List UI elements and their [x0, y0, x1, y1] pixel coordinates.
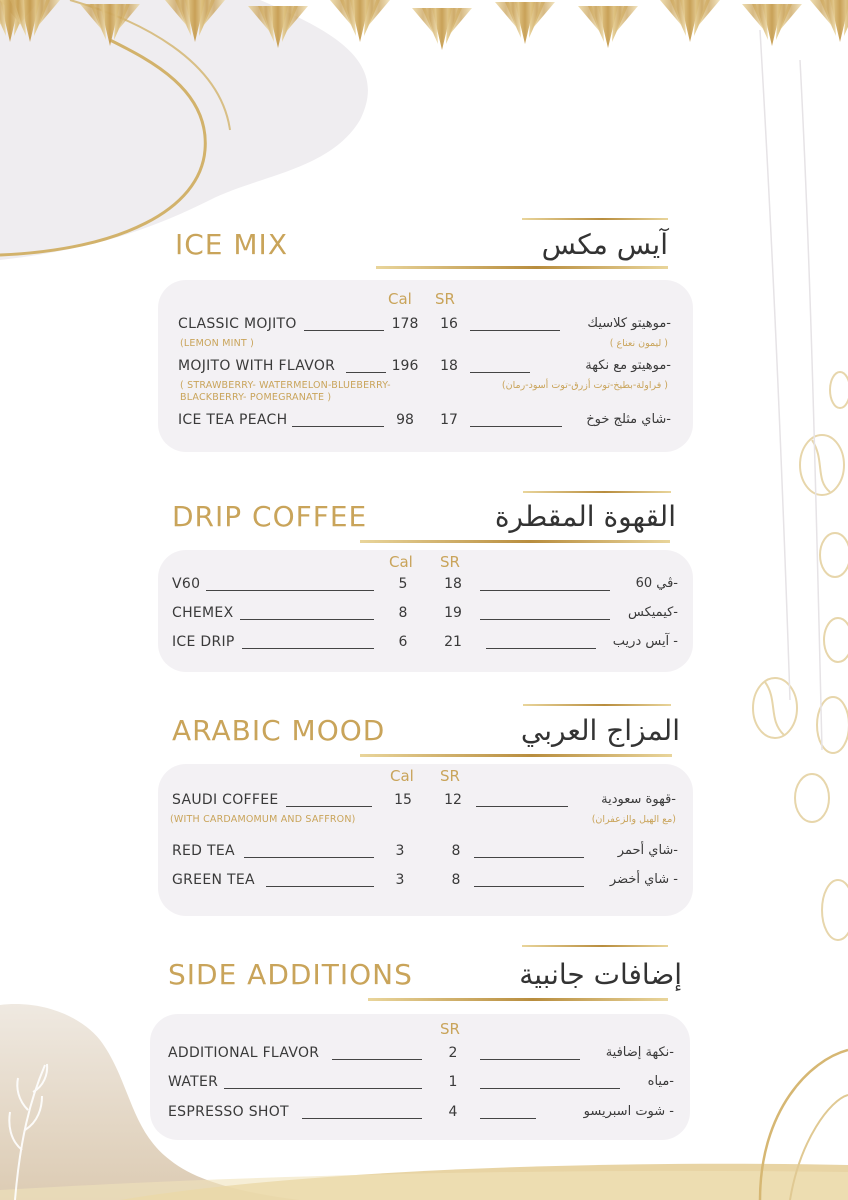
leader-line [480, 590, 610, 591]
item-name-en: ICE DRIP [172, 634, 235, 650]
item-price: 8 [451, 843, 461, 859]
item-name-ar: -كيميكس [628, 605, 678, 620]
item-name-en: CLASSIC MOJITO [178, 316, 297, 332]
leader-line [240, 619, 374, 620]
item-name-en: GREEN TEA [172, 872, 255, 888]
section-title-ar: القهوة المقطرة [494, 500, 676, 533]
menu-item [0, 1104, 848, 1126]
item-name-en: ADDITIONAL FLAVOR [168, 1045, 320, 1061]
title-underline-top [523, 704, 671, 706]
leader-line [304, 330, 384, 331]
leader-line [474, 857, 584, 858]
leader-line [480, 1088, 620, 1089]
item-name-en: RED TEA [172, 843, 235, 859]
item-note-en: BLACKBERRY- POMEGRANATE ) [180, 392, 332, 403]
leader-line [486, 648, 596, 649]
menu-item [0, 634, 848, 656]
item-price: 4 [448, 1104, 458, 1120]
item-price: 1 [448, 1074, 458, 1090]
section-title-ar: المزاج العربي [520, 714, 680, 747]
item-name-ar: -موهيتو كلاسيك [587, 316, 671, 331]
item-cal: 6 [398, 634, 408, 650]
leader-line [470, 330, 560, 331]
sr-header: SR [435, 290, 455, 308]
menu-item [0, 1074, 848, 1096]
item-name-ar: -موهيتو مع نكهة [585, 358, 671, 373]
item-name-ar: -نكهة إضافية [605, 1045, 674, 1060]
leader-line [346, 372, 386, 373]
title-underline-top [523, 491, 671, 493]
section-title-en: ICE MIX [175, 228, 288, 261]
item-name-en: CHEMEX [172, 605, 234, 621]
item-cal: 98 [396, 412, 414, 428]
leader-line [480, 1118, 536, 1119]
menu-item [0, 1045, 848, 1067]
item-name-ar: -مياه [647, 1074, 674, 1089]
leader-line [242, 648, 374, 649]
section-title-en: DRIP COFFEE [172, 500, 368, 533]
item-name-en: SAUDI COFFEE [172, 792, 279, 808]
title-underline [360, 754, 672, 757]
item-price: 18 [444, 576, 462, 592]
leader-line [244, 857, 374, 858]
item-name-ar: -شاي أحمر [617, 843, 678, 858]
leader-line [332, 1059, 422, 1060]
menu-item [0, 605, 848, 627]
item-cal: 3 [395, 843, 405, 859]
section-title-en: ARABIC MOOD [172, 714, 386, 747]
leader-line [206, 590, 374, 591]
leader-line [302, 1118, 422, 1119]
leader-line [266, 886, 374, 887]
item-cal: 8 [398, 605, 408, 621]
menu-item [0, 872, 848, 894]
item-name-en: V60 [172, 576, 201, 592]
item-name-en: ESPRESSO SHOT [168, 1104, 289, 1120]
leader-line [224, 1088, 422, 1089]
menu-item [0, 843, 848, 865]
leader-line [292, 426, 384, 427]
item-name-en: MOJITO WITH FLAVOR [178, 358, 336, 374]
item-price: 2 [448, 1045, 458, 1061]
leader-line [474, 886, 584, 887]
item-name-en: WATER [168, 1074, 219, 1090]
item-note-en: (LEMON MINT ) [180, 338, 255, 349]
leader-line [476, 806, 568, 807]
section-title-en: SIDE ADDITIONS [168, 958, 413, 991]
item-name-ar: - شاي أخضر [609, 872, 678, 887]
item-cal: 15 [394, 792, 412, 808]
item-cal: 178 [391, 316, 419, 332]
item-note-ar: (مع الهيل والزعفران) [591, 814, 676, 825]
title-underline-top [522, 218, 668, 220]
item-name-ar: -ڤي 60 [635, 576, 678, 591]
menu-item [0, 358, 848, 380]
leader-line [480, 619, 610, 620]
menu-item [0, 412, 848, 434]
item-price: 16 [440, 316, 458, 332]
menu-item [0, 576, 848, 598]
item-note-en: (WITH CARDAMOMUM AND SAFFRON) [170, 814, 356, 825]
item-price: 8 [451, 872, 461, 888]
menu-item [0, 316, 848, 338]
leader-line [470, 372, 530, 373]
title-underline [368, 998, 668, 1001]
item-price: 21 [444, 634, 462, 650]
leader-line [470, 426, 562, 427]
title-underline [376, 266, 668, 269]
item-cal: 3 [395, 872, 405, 888]
item-price: 19 [444, 605, 462, 621]
item-name-ar: - شوت اسبريسو [583, 1104, 674, 1119]
item-cal: 5 [398, 576, 408, 592]
section-title-ar: آيس مكس [541, 228, 668, 261]
item-note-en: ( STRAWBERRY- WATERMELON-BLUEBERRY- [180, 380, 391, 391]
cal-header: Cal [388, 290, 412, 308]
sr-header: SR [440, 553, 460, 571]
menu-item [0, 792, 848, 814]
item-price: 12 [444, 792, 462, 808]
item-note-ar: ( ليمون نعناع ) [609, 338, 668, 349]
title-underline [360, 540, 670, 543]
leader-line [286, 806, 372, 807]
sr-header: SR [440, 1020, 460, 1038]
item-note-ar: ( فراولة-بطيخ-توت أزرق-توت أسود-رمان) [501, 380, 668, 391]
sr-header: SR [440, 767, 460, 785]
cal-header: Cal [389, 553, 413, 571]
item-name-ar: -شاي مثلج خوخ [586, 412, 671, 427]
item-name-ar: - آيس دريب [612, 634, 678, 649]
section-title-ar: إضافات جانبية [519, 958, 682, 991]
item-price: 17 [440, 412, 458, 428]
cal-header: Cal [390, 767, 414, 785]
item-price: 18 [440, 358, 458, 374]
item-name-ar: -قهوة سعودية [601, 792, 676, 807]
item-name-en: ICE TEA PEACH [178, 412, 288, 428]
leader-line [480, 1059, 580, 1060]
title-underline-top [522, 945, 668, 947]
item-cal: 196 [391, 358, 419, 374]
